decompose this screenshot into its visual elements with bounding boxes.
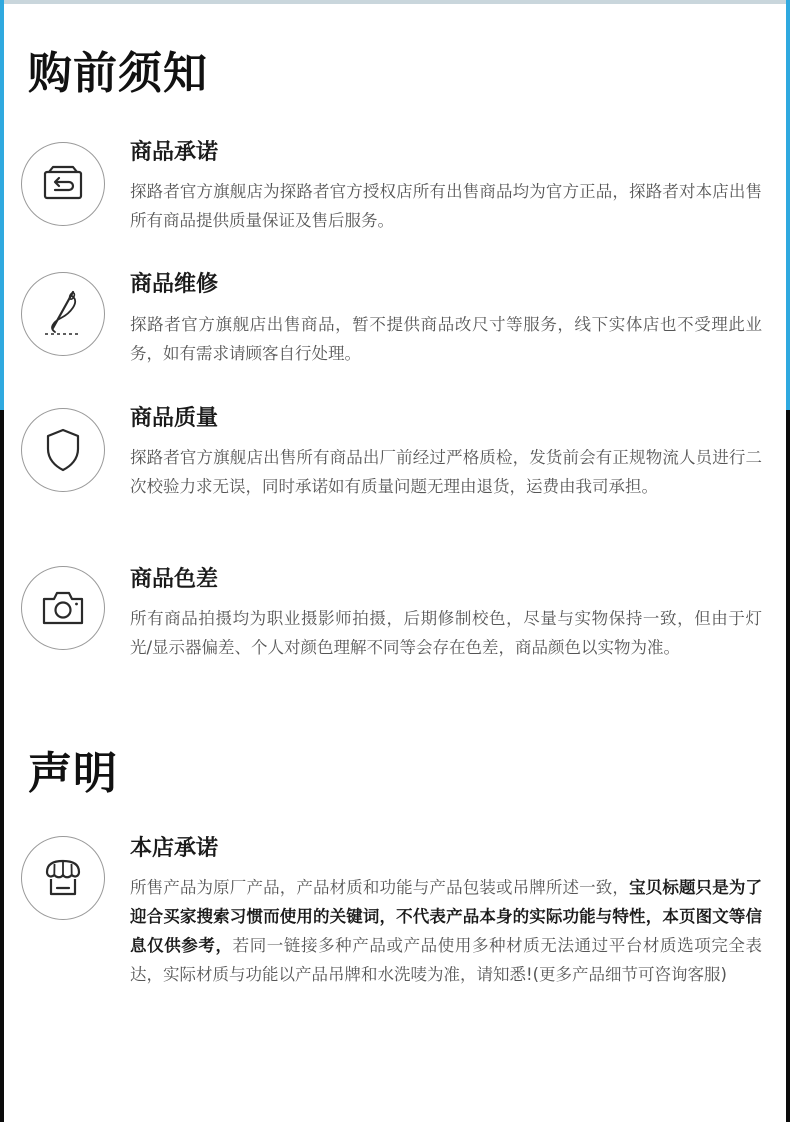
shield-icon: [43, 427, 83, 473]
needle-thread-icon: [39, 288, 87, 340]
item-title: 商品质量: [130, 406, 219, 431]
item-description: 探路者官方旗舰店出售所有商品出厂前经过严格质检，发货前会有正规物流人员进行二次校验力求无误，同时承诺如有质量问题无理由退货，运费由我司承担。: [130, 448, 762, 496]
store-icon: [41, 856, 85, 900]
item-description: 所有商品拍摄均为职业摄影师拍摄，后期修制校色，尽量与实物保持一致，但由于灯光/显示器偏差、个人对颜色理解不同等会存在色差，商品颜色以实物为准。: [130, 609, 762, 657]
icon-circle: [21, 408, 105, 492]
item-title: 商品维修: [130, 272, 219, 297]
camera-icon: [40, 588, 86, 628]
box-return-icon: [41, 164, 85, 204]
section-title-declaration: 声明: [28, 748, 118, 799]
item-description: [130, 873, 762, 989]
item-title: 本店承诺: [130, 836, 219, 861]
item-title: 商品色差: [130, 567, 219, 592]
section-title-notice: 购前须知: [28, 48, 208, 99]
icon-circle: [21, 836, 105, 920]
item-title: 商品承诺: [130, 140, 219, 165]
right-edge-strip: [786, 0, 790, 410]
item-description: 探路者官方旗舰店为探路者官方授权店所有出售商品均为官方正品，探路者对本店出售所有商品提供质量保证及售后服务。: [130, 182, 762, 230]
description-text: 若同一链接多种产品或产品使用多种材质无法通过平台材质选项完全表达，实际材质与功能以产品吊牌和水洗唛为准，请知悉!(更多产品细节可咨询客服): [130, 936, 763, 984]
icon-circle: [21, 272, 105, 356]
item-description: 探路者官方旗舰店出售商品，暂不提供商品改尺寸等服务，线下实体店也不受理此业务，如有需求请顾客自行处理。: [130, 315, 762, 363]
icon-circle: [21, 142, 105, 226]
description-bold-text: 宝贝标题只是为了迎合买家搜索习惯而使用的关键词，不代表产品本身的实际功能与特性，本页图文等信息仅供参考，: [130, 878, 763, 955]
notice-card: [4, 4, 786, 1122]
icon-circle: [21, 566, 105, 650]
description-text: 所售产品为原厂产品，产品材质和功能与产品包装或吊牌所述一致，: [130, 878, 630, 897]
